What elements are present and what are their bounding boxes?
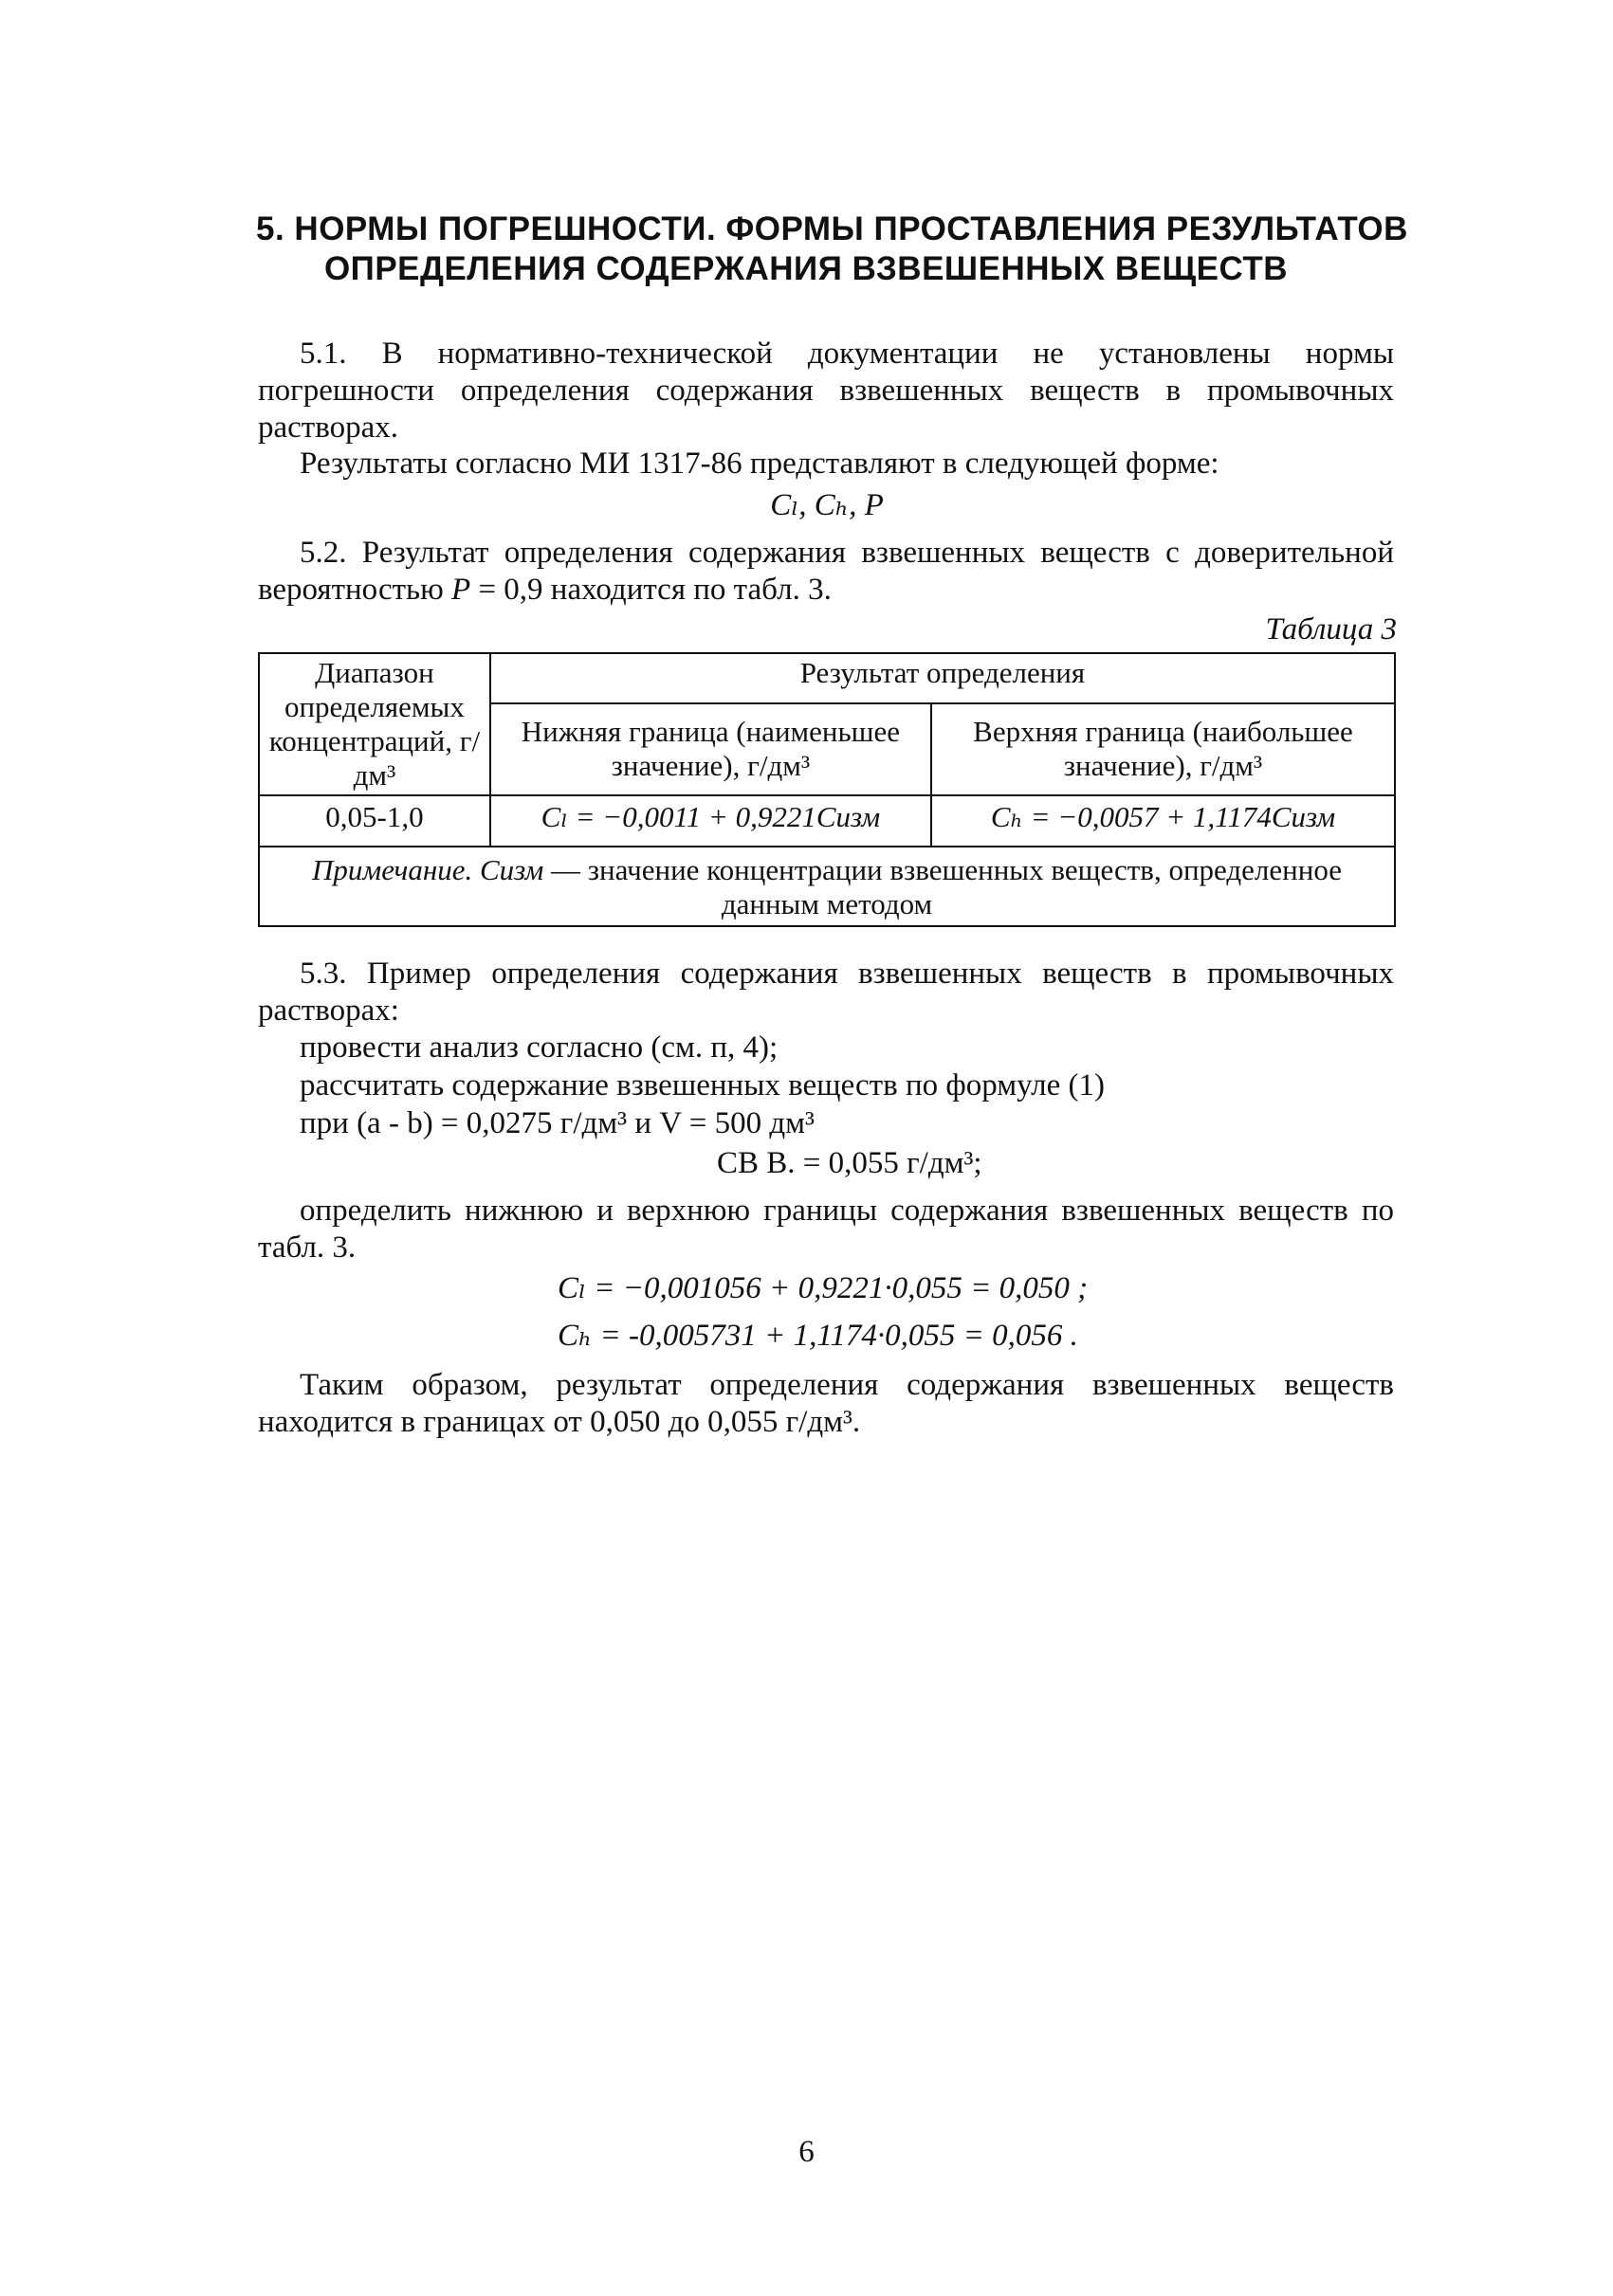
table-note-label: Примечание. [312, 853, 473, 886]
step-3: определить нижнюю и верхнюю границы содержания взвешенных веществ по табл. 3. [258, 1194, 1394, 1265]
conclusion: Таким образом, результат определения содержания взвешенных веществ находится в границах от 0,050 до 0,055 г/дм³. [258, 1368, 1394, 1439]
table-note-text: — значение концентрации взвешенных веществ, определенное данным методом [551, 853, 1342, 920]
section-heading-line-2: ОПРЕДЕЛЕНИЯ СОДЕРЖАНИЯ ВЗВЕШЕННЫХ ВЕЩЕСТВ [323, 250, 1289, 287]
cvv-formula: CВ В. = 0,055 г/дм³; [717, 1146, 982, 1180]
table-group-header: Результат определения [490, 653, 1395, 703]
section-heading-line-1: 5. НОРМЫ ПОГРЕШНОСТИ. ФОРМЫ ПРОСТАВЛЕНИЯ РЕЗУЛЬТАТОВ [256, 210, 1408, 247]
table-cell-lower: Cₗ = −0,0011 + 0,9221Cизм [490, 795, 931, 847]
table-note [259, 847, 1395, 926]
page-number: 6 [798, 2135, 815, 2169]
p52-var-p: P [451, 573, 471, 607]
table-col1-header: Диапазон определяемых концентраций, г/дм³ [259, 653, 490, 795]
p52-text-before: 5.2. Результат определения содержания взвешенных веществ с доверительной вероятностью [258, 536, 1394, 607]
table-cell-range: 0,05-1,0 [259, 795, 490, 847]
results-form-formula: Cₗ, Cₕ, P [770, 488, 884, 522]
condition-line: при (a - b) = 0,0275 г/дм³ и V = 500 дм³ [300, 1106, 815, 1140]
table-cell-upper: Cₕ = −0,0057 + 1,1174Cизм [931, 795, 1395, 847]
p52-text-after: = 0,9 находится по табл. 3. [470, 573, 832, 607]
table-note-var: Cизм [479, 853, 544, 886]
table-caption: Таблица 3 [1265, 612, 1397, 647]
results-form-line: Результаты согласно МИ 1317-86 представляют в следующей форме: [300, 446, 1219, 481]
paragraph-5-2 [258, 535, 1394, 609]
table-col2-header: Нижняя граница (наименьшее значение), г/дм³ [490, 703, 931, 796]
paragraph-5-1: 5.1. В нормативно-технической документации не установлены нормы погрешности определения содержания взвешенных веществ в промывочных растворах. [258, 337, 1394, 445]
table-col3-header: Верхняя граница (наибольшее значение), г/дм³ [931, 703, 1395, 796]
step-2: рассчитать содержание взвешенных веществ по формуле (1) [300, 1068, 1106, 1102]
paragraph-5-3: 5.3. Пример определения содержания взвешенных веществ в промывочных растворах: [258, 957, 1394, 1028]
table-3 [258, 652, 1396, 927]
calc-lower: Cₗ = −0,001056 + 0,9221·0,055 = 0,050 ; [558, 1271, 1089, 1305]
step-1: провести анализ согласно (см. п, 4); [300, 1030, 779, 1065]
calc-upper: Cₕ = -0,005731 + 1,1174·0,055 = 0,056 . [558, 1319, 1078, 1353]
